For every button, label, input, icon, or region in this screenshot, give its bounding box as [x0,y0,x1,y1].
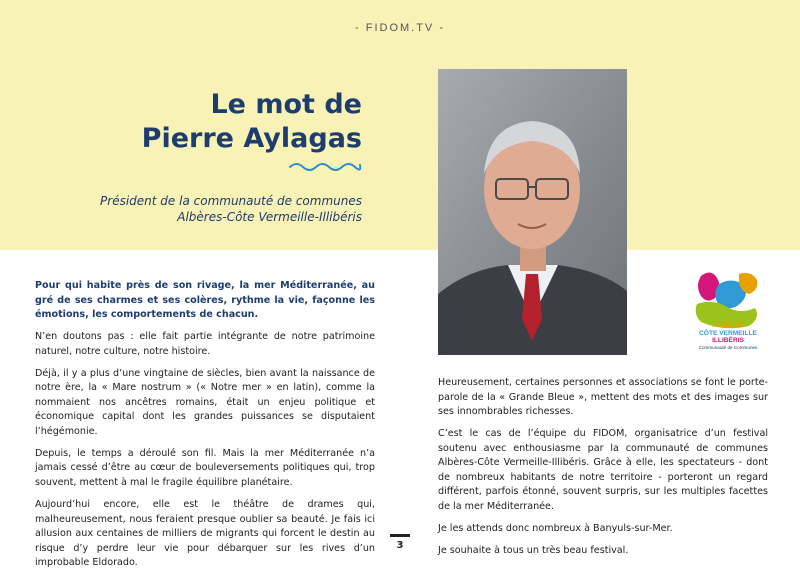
lead-paragraph: Pour qui habite près de son rivage, la mer Méditerranée, au gré de ses charmes et ses colères, rythme la vie, façonne les émotions, les comportements de chacun. [35,280,375,321]
body-paragraph: N’en doutons pas : elle fait partie intégrante de notre patrimoine naturel, notre culture, notre histoire. [35,331,375,357]
page-number: 3 [396,540,404,551]
title-line-1: Le mot de [210,89,362,120]
page-number-rule [390,534,410,537]
body-paragraph: Depuis, le temps a déroulé son fil. Mais la mer Méditerranée n’a jamais cessé d’être au cœur de bouleversements politiques qui, trop souvent, mettent à mal le fragile équilibre planétaire. [35,447,375,489]
body-paragraph: Je souhaite à tous un très beau festival. [438,544,629,556]
logo-line-4: Communauté de Communes [698,344,758,350]
body-paragraph: Déjà, il y a plus d’une vingtaine de siècles, bien avant la naissance de notre ère, la « Mare nostrum » (« Notre mer » en latin), comme la nommaient nos ancêtres romains, était un enjeu politique et économique capital dont les grandes puissances se disputaient l’hégémonie. [35,367,375,437]
body-paragraph: Heureusement, certaines personnes et associations se font le porte-parole de la « Grande Bleue », mettent des mots et des images sur ses innombrables richesses. [438,377,768,418]
wave-decoration [288,160,362,174]
author-role [100,193,362,225]
portrait-photo [438,69,627,355]
body-column-left [35,279,375,578]
author-role-line-2: Albères-Côte Vermeille-Illibéris [177,210,362,224]
title-line-2: Pierre Aylagas [141,123,362,154]
body-paragraph: C’est le cas de l’équipe du FIDOM, organisatrice d’un festival soutenu avec enthousiasme par la communauté de communes Albères-Côte Vermeille-Illibéris. Grâce à elle, les spectateurs - dont de nombreux habitants de notre territoire - porteront un regard différent, parfois étonné, souvent surpris, sur les multiples facettes de la mer Méditerranée. [438,428,768,513]
site-header: - FIDOM.TV - [355,22,445,34]
page-title [142,88,362,156]
logo-line-1: ALBÈRES [712,322,744,329]
logo-line-2: CÔTE VERMEILLE [699,329,757,337]
logo-line-3: ILLIBÉRIS [712,337,744,345]
body-column-right [438,376,768,566]
community-logo-text [680,322,776,351]
author-role-line-1: Président de la communauté de communes [100,194,362,208]
body-paragraph: Aujourd’hui encore, elle est le théâtre de drames qui, malheureusement, nous feraient presque oublier sa beauté. Je fais ici allusion aux centaines de milliers de migrants qui forcent le destin au risque d’y perdre leur vie pour débarquer sur les rives d’un improbable Eldorado. [35,498,375,569]
body-paragraph: Je les attends donc nombreux à Banyuls-sur-Mer. [438,522,673,534]
